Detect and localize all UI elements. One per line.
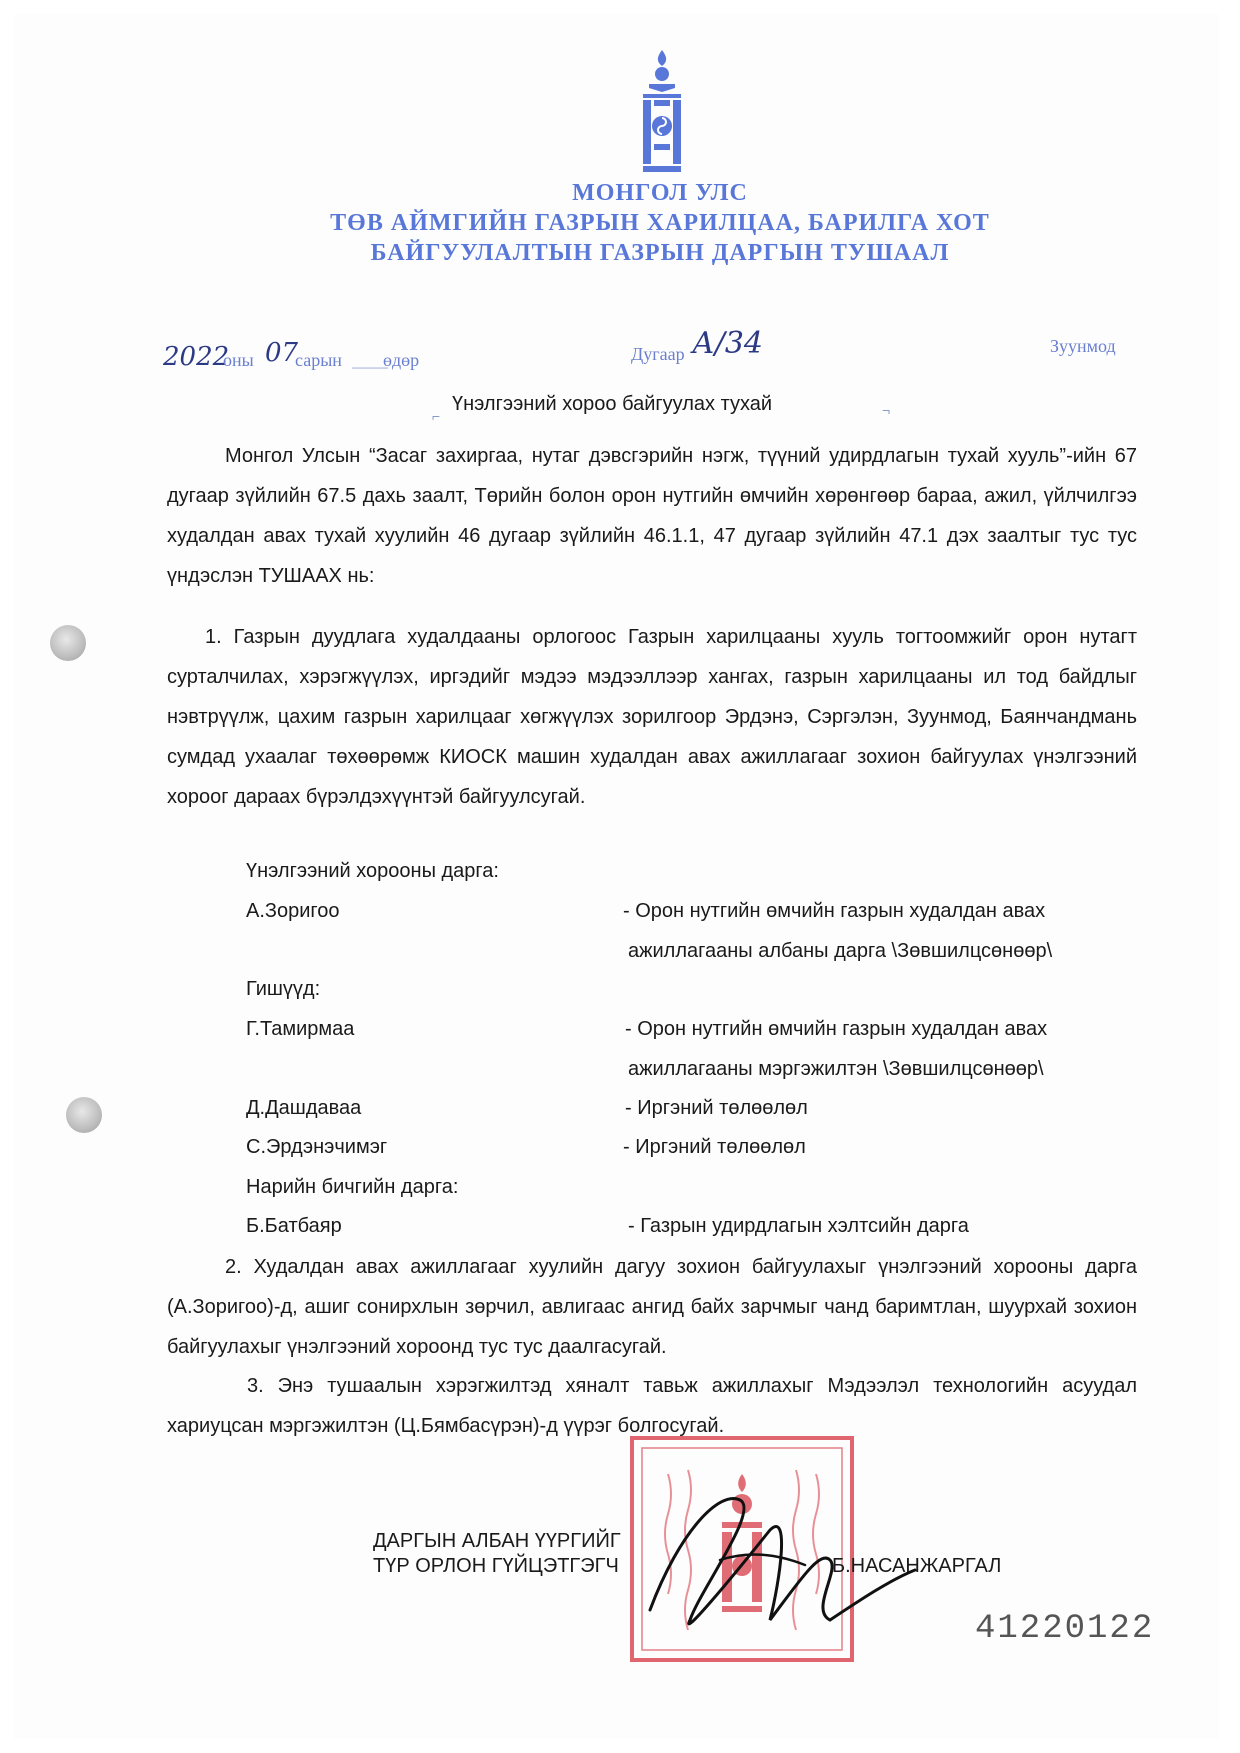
item-2-paragraph xyxy=(167,1247,1137,1367)
title-corner-left: ⌐ xyxy=(432,408,441,424)
secretary-name: Б.Батбаяр xyxy=(246,1215,342,1237)
item-1-text: 1. Газрын дуудлага худалдааны орлогоос Газрын харилцааны хууль тогтоомжийг орон нутагт сурталчилах, хэрэгжүүлэх, иргэдийг мэдээ мэдээллээр хангах, газрын харилцааны ил тод байдлыг нэвтрүүлж, цахим газрын харилцааг хөгжүүлэх зорилгоор Эрдэнэ, Сэргэлэн, Зуунмод, Баянчандмань сумдад ухаалаг төхөөрөмж КИОСК машин худалдан авах ажиллагааг зохион байгуулах үнэлгээний хороог дараах бүрэлдэхүүнтэй байгуулсугай. xyxy=(167,626,1137,808)
member-1-role-line-2: ажиллагааны мэргэжилтэн \Зөвшилцсөнөөр\ xyxy=(628,1058,1044,1080)
handwritten-signature xyxy=(630,1470,920,1650)
header-country: МОНГОЛ УЛС xyxy=(572,180,748,206)
signatory-title-line-2: ТҮР ОРЛОН ГҮЙЦЭТГЭГЧ xyxy=(373,1555,619,1577)
document-page xyxy=(14,14,1219,1739)
member-3-role: - Иргэний төлөөлөл xyxy=(623,1136,806,1158)
header-organization: ТӨВ АЙМГИЙН ГАЗРЫН ХАРИЛЦАА, БАРИЛГА ХОТ xyxy=(330,210,990,236)
number-label: Дугаар xyxy=(631,344,685,364)
signatory-name: Б.НАСАНЖАРГАЛ xyxy=(832,1555,1002,1577)
signatory-title-line-1: ДАРГЫН АЛБАН ҮҮРГИЙГ xyxy=(373,1530,621,1552)
chair-heading: Үнэлгээний хорооны дарга: xyxy=(246,860,499,882)
item-2-text: 2. Худалдан авах ажиллагааг хуулийн дагуу зохион байгуулахыг үнэлгээний хорооны дарга (А.Зоригоо)-д, ашиг сонирхлын зөрчил, авлигаас ангид байх зарчмыг чанд баримтлан, шуурхай зохион байгуулахыг үнэлгээний хороонд тус тус даалгасугай. xyxy=(167,1256,1137,1358)
document-serial-number: 41220122 xyxy=(975,1610,1155,1648)
number-handwritten: А/34 xyxy=(692,326,764,361)
member-2-name: Д.Дашдаваа xyxy=(246,1097,362,1119)
intro-paragraph xyxy=(167,436,1137,596)
binder-hole-bottom xyxy=(66,1097,102,1133)
month-handwritten: 07 xyxy=(265,338,299,368)
place-label: Зуунмод xyxy=(1050,336,1116,356)
year-label: оны xyxy=(223,350,254,370)
binder-hole-top xyxy=(50,625,86,661)
secretary-role: - Газрын удирдлагын хэлтсийн дарга xyxy=(628,1215,969,1237)
order-title: Үнэлгээний хороо байгуулах тухай xyxy=(452,393,773,415)
chair-role-line-2: ажиллагааны албаны дарга \Зөвшилцсөнөөр\ xyxy=(628,940,1053,962)
member-1-role-line-1: - Орон нутгийн өмчийн газрын худалдан авах xyxy=(625,1018,1048,1040)
members-heading: Гишүүд: xyxy=(246,978,321,1000)
state-emblem-icon xyxy=(623,48,701,174)
intro-text: Монгол Улсын “Засаг захиргаа, нутаг дэвсгэрийн нэгж, түүний удирдлагын тухай хууль”-ийн 67 дугаар зүйлийн 67.5 дахь заалт, Төрийн болон орон нутгийн өмчийн хөрөнгөөр бараа, ажил, үйлчилгээ худалдан авах тухай хуулийн 46 дугаар зүйлийн 46.1.1, 47 дугаар зүйлийн 47.1 дэх заалтыг тус тус үндэслэн ТУШААХ нь: xyxy=(167,445,1137,587)
title-corner-right: ¬ xyxy=(882,402,891,418)
item-3-text: 3. Энэ тушаалын хэрэгжилтэд хяналт тавьж ажиллахыг Мэдээлэл технологийн асуудал хариуцсан мэргэжилтэн (Ц.Бямбасүрэн)-д үүрэг болгосугай. xyxy=(167,1375,1137,1437)
member-3-name: С.Эрдэнэчимэг xyxy=(246,1136,388,1158)
secretary-heading: Нарийн бичгийн дарга: xyxy=(246,1176,459,1198)
month-label: сарын xyxy=(295,350,342,370)
chair-name: А.Зоригоо xyxy=(246,900,340,922)
member-2-role: - Иргэний төлөөлөл xyxy=(625,1097,808,1119)
day-blank: ____ xyxy=(352,350,388,370)
year-handwritten: 2022 xyxy=(163,342,230,372)
chair-role-line-1: - Орон нутгийн өмчийн газрын худалдан авах xyxy=(623,900,1046,922)
member-1-name: Г.Тамирмаа xyxy=(246,1018,355,1040)
item-1-paragraph xyxy=(167,617,1137,817)
header-order-title: БАЙГУУЛАЛТЫН ГАЗРЫН ДАРГЫН ТУШААЛ xyxy=(370,240,950,266)
day-label: өдөр xyxy=(383,350,420,370)
